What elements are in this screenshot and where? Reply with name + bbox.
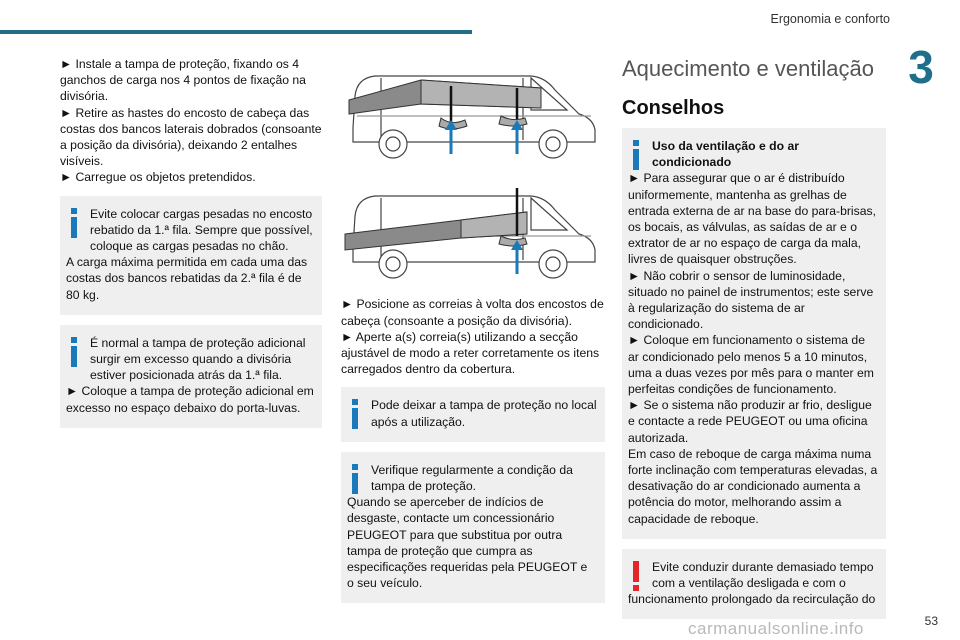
- info-icon: [629, 140, 643, 170]
- note-heading: Uso da ventilação e do ar condicionado: [652, 139, 799, 170]
- info-icon: [348, 399, 362, 429]
- note-lead: Pode deixar a tampa de proteção no local após a utilização.: [371, 398, 597, 429]
- note-paragraph: ► Não cobrir o sensor de luminosidade, situado no painel de instrumentos; este serve à regularização do sistema de ar condicionado.: [628, 268, 874, 332]
- section-heading: Aquecimento e ventilação: [622, 56, 874, 81]
- note-paragraph: Em caso de reboque de carga máxima numa forte inclinação com temperaturas elevadas, a desativação do ar condicionado aumenta a potência do motor, melhorando assim a capacidade de reboque.: [628, 446, 878, 526]
- info-icon: [67, 337, 81, 367]
- step: ► Instale a tampa de proteção, fixando os 4 ganchos de carga nos 4 pontos de fixação na divisória.: [60, 57, 306, 104]
- column-1: [60, 56, 322, 428]
- note-lead: Verifique regularmente a condição da tampa de proteção.: [371, 462, 573, 494]
- info-icon: [67, 208, 81, 238]
- info-note: [622, 128, 886, 539]
- watermark: carmanualsonline.info: [688, 619, 864, 638]
- note-paragraph: ► Coloque em funcionamento o sistema de ar condicionado pelo menos 5 a 10 minutos, uma a duas vezes por mês para o manter em perfeitas condições de funcionamento.: [628, 333, 874, 397]
- section-title: Ergonomia e conforto: [770, 12, 890, 26]
- info-note: [60, 196, 322, 315]
- step: ► Carregue os objetos pretendidos.: [60, 170, 256, 185]
- subsection-heading: Conselhos: [622, 97, 725, 119]
- note-text: Quando se aperceber de indícios de desgaste, contacte um concessionário PEUGEOT para que substitua por outra tampa de proteção que cumpra as especificações requeridas pela PEUGEOT e o seu veículo.: [347, 495, 588, 591]
- info-icon: [348, 464, 362, 494]
- steps-list: [60, 56, 322, 186]
- note-text: funcionamento prolongado da recirculação do: [628, 592, 876, 607]
- header-rule: [0, 30, 472, 34]
- column-3: [622, 56, 886, 619]
- info-note: [341, 387, 605, 441]
- steps-list: [341, 296, 605, 377]
- van-illustration-one-strap: [341, 176, 605, 282]
- van-illustration-two-straps: [341, 56, 605, 162]
- note-paragraph: ► Se o sistema não produzir ar frio, desligue e contacte a rede PEUGEOT ou uma oficina autorizada.: [628, 398, 872, 445]
- info-note: [60, 325, 322, 428]
- step: ► Posicione as correias à volta dos encostos de cabeça (consoante a posição da divisória).: [341, 297, 604, 328]
- page-number: 53: [924, 614, 938, 628]
- note-text: ► Coloque a tampa de proteção adicional em excesso no espaço debaixo do porta-luvas.: [66, 384, 314, 415]
- column-2: [341, 56, 605, 603]
- note-lead: É normal a tampa de proteção adicional surgir em excesso quando a divisória estiver posicionada atrás da 1.ª fila.: [90, 335, 306, 383]
- chapter-number: 3: [908, 41, 934, 93]
- info-note: [341, 452, 605, 604]
- warning-icon: [629, 561, 643, 591]
- step: ► Retire as hastes do encosto de cabeça das costas dos bancos laterais dobrados (consoante a posição da divisória), deixando 2 entalhes visíveis.: [60, 105, 322, 169]
- note-text: A carga máxima permitida em cada uma das costas dos bancos rebatidas da 2.ª fila é de 80 kg.: [66, 255, 308, 302]
- warning-note: [622, 549, 886, 620]
- note-paragraph: ► Para assegurar que o ar é distribuído uniformemente, mantenha as grelhas de entrada externa de ar na base do para-brisas, os bocais, as válvulas, as saídas de ar e o extrator de ar no espaço de carga da mala, livres de quaisquer obstruções.: [628, 171, 876, 267]
- step: ► Aperte a(s) correia(s) utilizando a secção ajustável de modo a reter corretamente os itens carregados dentro da cobertura.: [341, 329, 600, 377]
- note-lead: Evite conduzir durante demasiado tempo com a ventilação desligada e com o: [652, 559, 874, 591]
- note-lead: Evite colocar cargas pesadas no encosto rebatido da 1.ª fila. Sempre que possível, coloque as cargas pesadas no chão.: [90, 206, 313, 254]
